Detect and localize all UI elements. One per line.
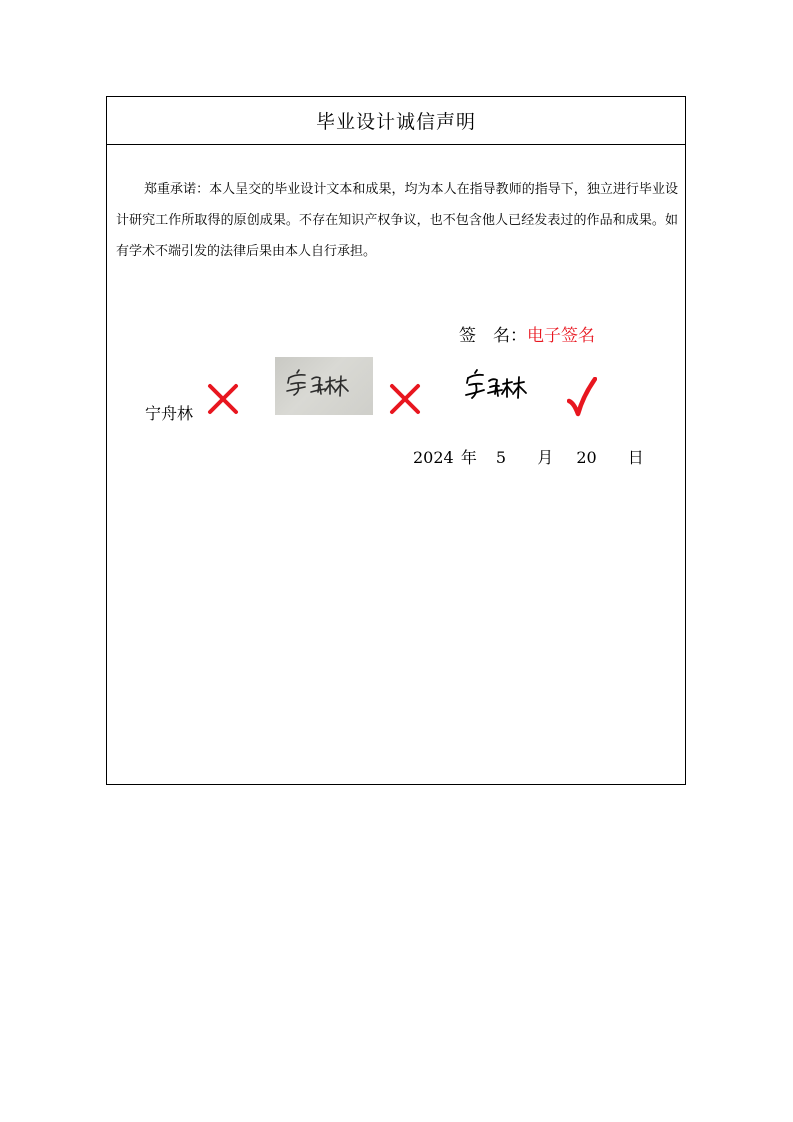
handwritten-signature-photo xyxy=(275,357,373,415)
check-icon xyxy=(567,377,597,417)
date-year-unit: 年 xyxy=(460,448,477,467)
signature-line xyxy=(459,321,595,346)
date-month-unit: 月 xyxy=(537,448,554,467)
signature-label: 签 名： xyxy=(459,326,527,346)
title-row xyxy=(107,97,685,145)
date-line xyxy=(413,445,644,468)
date-year: 2024 xyxy=(413,448,454,467)
declaration-text: 郑重承诺：本人呈交的毕业设计文本和成果，均为本人在指导教师的指导下，独立进行毕业设计研究工作所取得的原创成果。不存在知识产权争议，也不包含他人已经发表过的作品和成果。如有学术不端引发的法律后果由本人自行承担。 xyxy=(116,182,678,259)
typed-name-example: 宁舟林 xyxy=(145,404,194,423)
handwritten-signature xyxy=(465,369,537,409)
date-day-unit: 日 xyxy=(627,448,644,467)
declaration-form xyxy=(106,96,686,785)
cross-icon xyxy=(207,383,239,415)
date-month: 5 xyxy=(495,448,507,467)
signature-value: 电子签名 xyxy=(527,326,595,346)
date-day: 20 xyxy=(576,448,597,467)
page-title: 毕业设计诚信声明 xyxy=(315,111,476,133)
cross-icon xyxy=(389,383,421,415)
photo-signature-example xyxy=(275,357,373,415)
